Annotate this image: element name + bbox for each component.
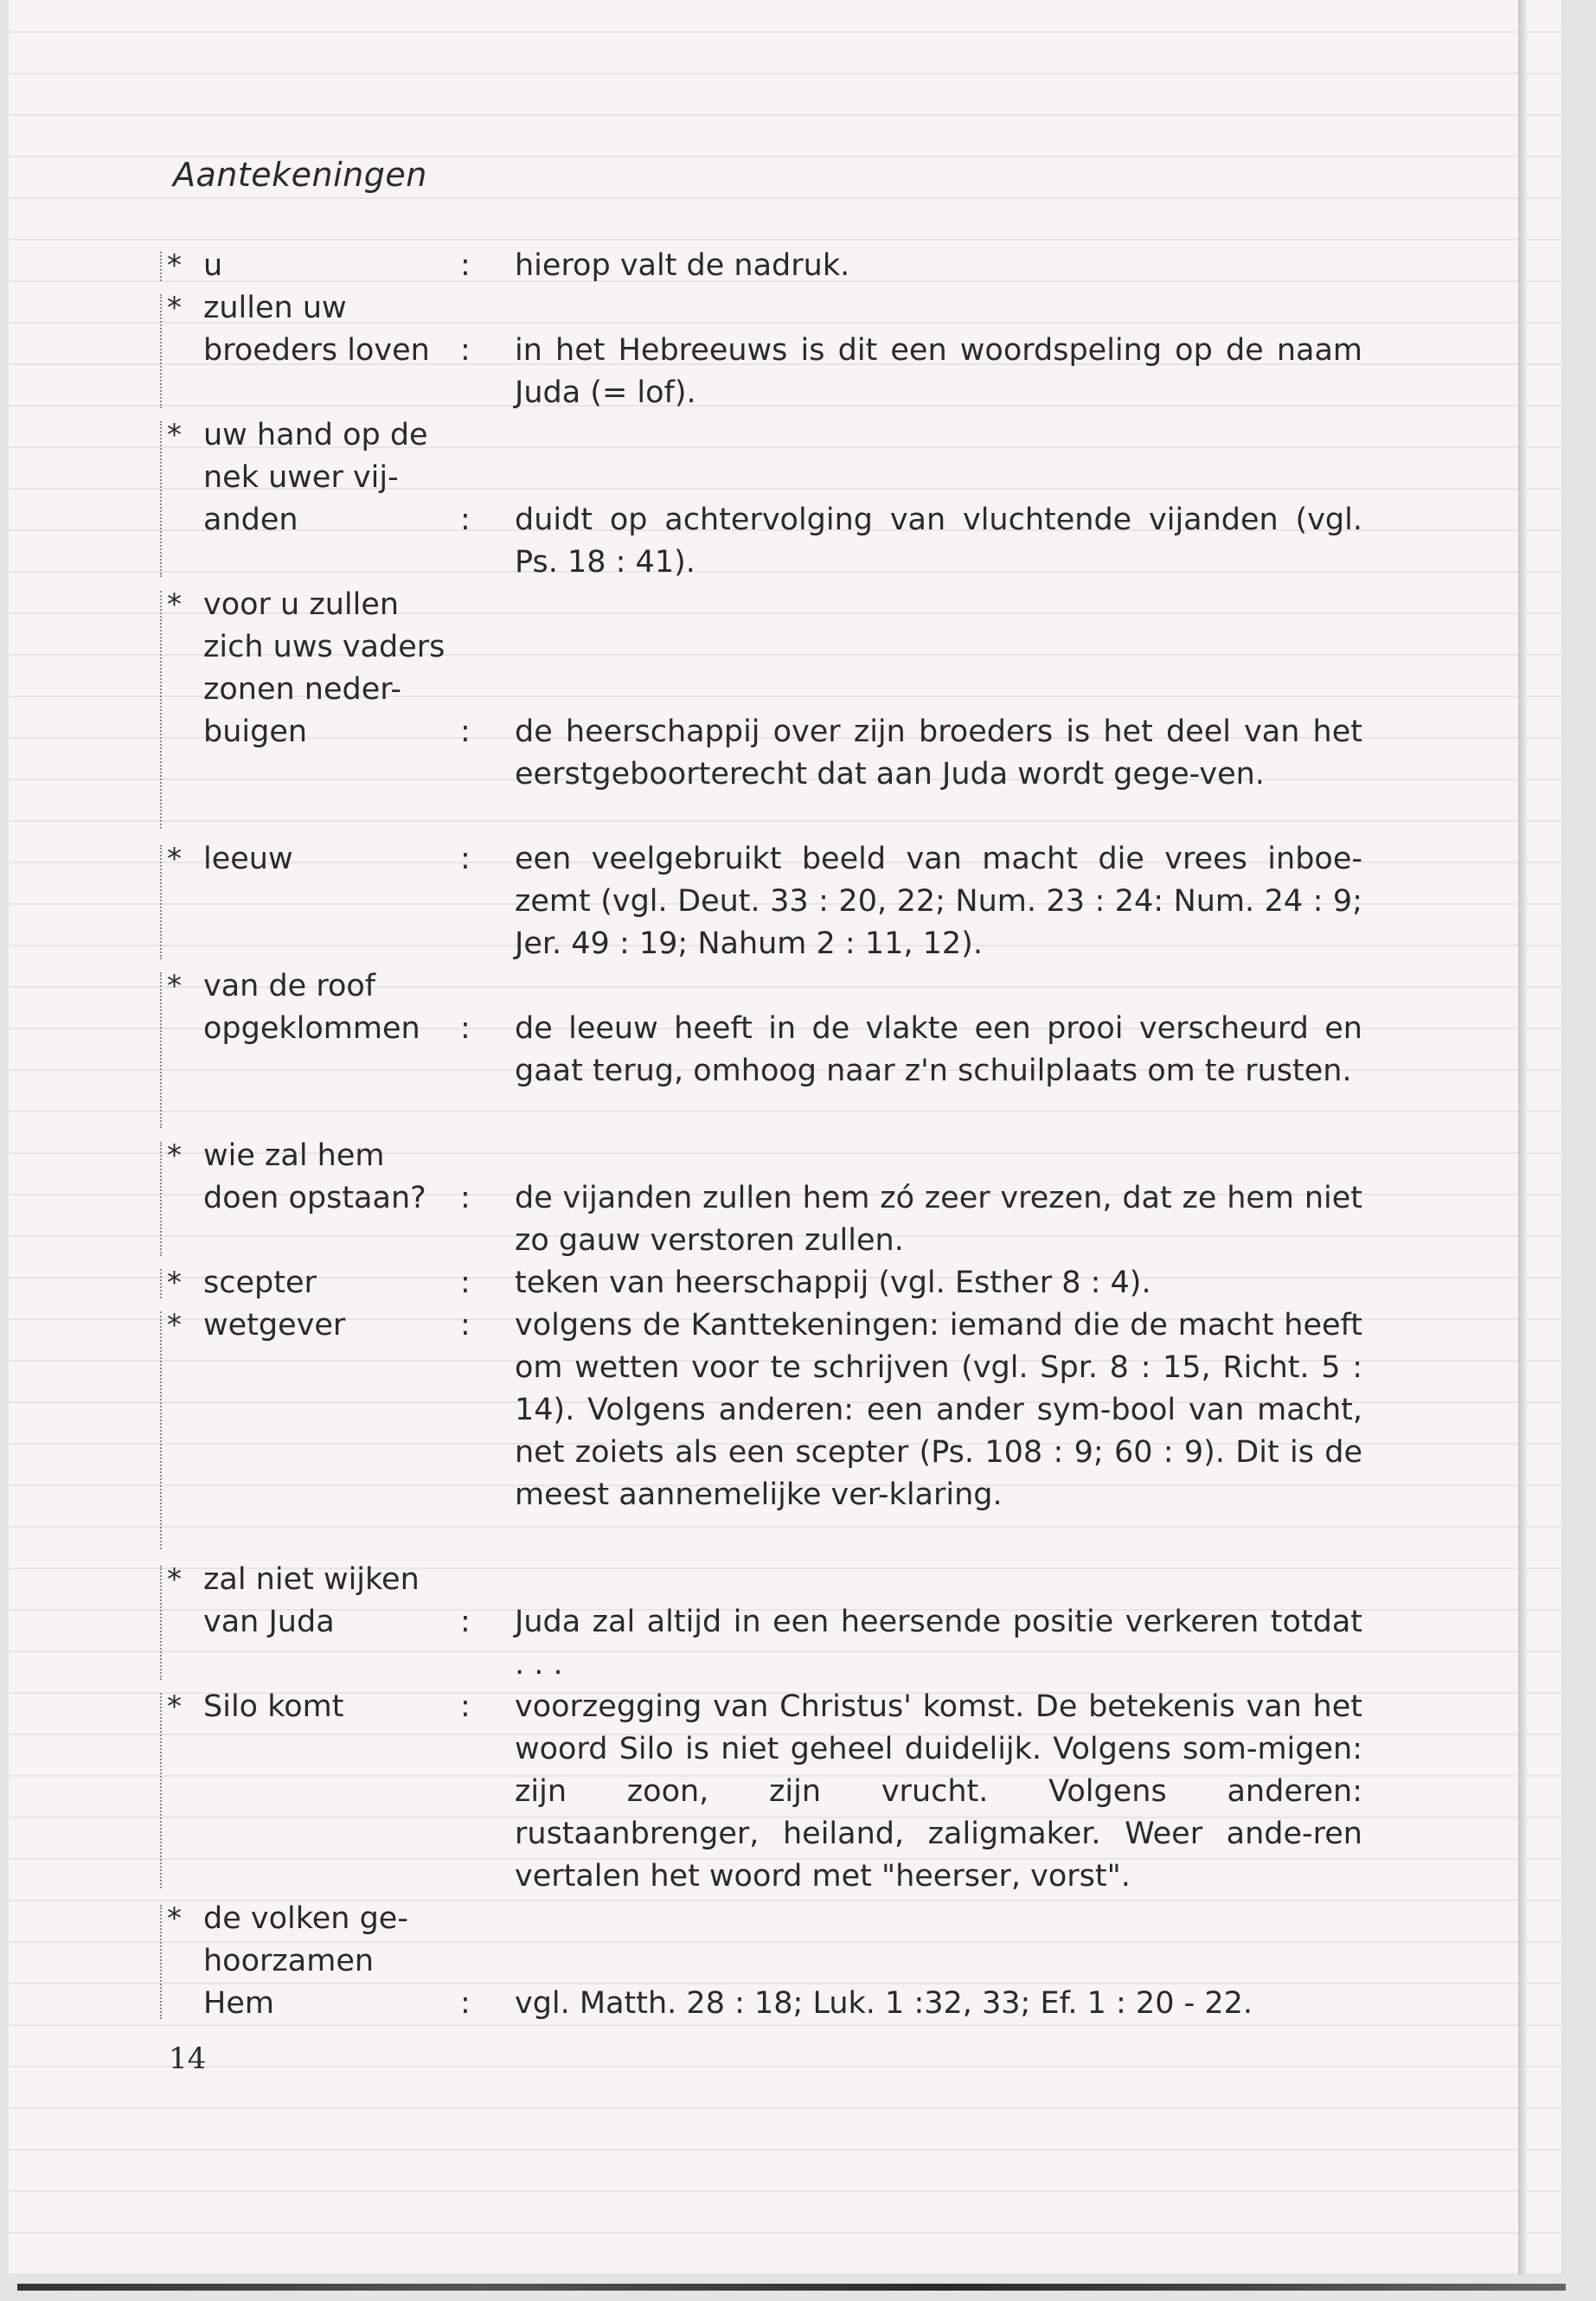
- note-term: wetgever: [203, 1308, 346, 1343]
- brace-mark: [160, 1269, 172, 1298]
- brace-mark: [160, 1142, 172, 1256]
- brace-mark: [160, 845, 172, 959]
- brace-mark: [160, 252, 172, 281]
- asterisk-icon: *: [167, 248, 182, 283]
- separator: :: [460, 1986, 471, 2021]
- separator: :: [460, 1689, 471, 1724]
- separator: :: [460, 1308, 471, 1343]
- separator: :: [460, 503, 471, 537]
- separator: :: [460, 333, 471, 368]
- separator: :: [460, 1266, 471, 1300]
- separator: :: [460, 1011, 471, 1046]
- brace-mark: [160, 1693, 172, 1888]
- note-explanation: de leeuw heeft in de vlakte een prooi verscheurd en gaat terug, omhoog naar z'n schuilplaats om te rusten.: [515, 1011, 1362, 1088]
- page-number: 14: [169, 2041, 207, 2076]
- note-explanation: hierop valt de nadruk.: [515, 248, 850, 283]
- separator: :: [460, 715, 471, 749]
- note-term: wie zal hem doen opstaan?: [203, 1138, 426, 1215]
- asterisk-icon: *: [167, 418, 182, 452]
- note-term: zal niet wijken van Juda: [203, 1562, 420, 1639]
- annotations-list: [9, 0, 1561, 2076]
- separator: :: [460, 248, 471, 283]
- note-explanation: in het Hebreeuws is dit een woordspeling op de naam Juda (= lof).: [515, 333, 1362, 410]
- note-term: van de roof opgeklommen: [203, 969, 420, 1046]
- brace-mark: [160, 294, 172, 408]
- separator: :: [460, 1181, 471, 1215]
- note-explanation: teken van heerschappij (vgl. Esther 8 : 4).: [515, 1266, 1151, 1300]
- note-term: de volken ge- hoorzamen Hem: [203, 1901, 408, 2021]
- note-explanation: vgl. Matth. 28 : 18; Luk. 1 :32, 33; Ef. 1 : 20 - 22.: [515, 1986, 1253, 2021]
- note-term: zullen uw broeders loven: [203, 291, 430, 368]
- note-explanation: voorzegging van Christus' komst. De betekenis van het woord Silo is niet geheel duidelijk. Volgens som-migen: zijn zoon, zijn vrucht. Volgens anderen: rustaanbrenger, heiland, zaligmaker. Weer ande-ren vertalen het woord met "heerser, vorst".: [515, 1689, 1362, 1894]
- asterisk-icon: *: [167, 842, 182, 876]
- asterisk-icon: *: [167, 1138, 182, 1173]
- note-term: scepter: [203, 1266, 317, 1300]
- asterisk-icon: *: [167, 969, 182, 1003]
- brace-mark: [160, 972, 172, 1128]
- asterisk-icon: *: [167, 1689, 182, 1724]
- brace-mark: [160, 421, 172, 577]
- brace-mark: [160, 1311, 172, 1549]
- note-term: voor u zullen zich uws vaders zonen neder- buigen: [203, 587, 445, 749]
- brace-mark: [160, 591, 172, 829]
- asterisk-icon: *: [167, 1266, 182, 1300]
- section-heading: Aantekeningen: [173, 156, 427, 194]
- asterisk-icon: *: [167, 291, 182, 325]
- note-explanation: Juda zal altijd in een heersende positie verkeren totdat . . .: [515, 1605, 1362, 1682]
- note-term: leeuw: [203, 842, 293, 876]
- scan-bottom-edge: [17, 2284, 1566, 2291]
- book-page: [9, 0, 1561, 2275]
- note-term: u: [203, 248, 223, 283]
- separator: :: [460, 842, 471, 876]
- note-term: Silo komt: [203, 1689, 344, 1724]
- note-explanation: de vijanden zullen hem zó zeer vrezen, dat ze hem niet zo gauw verstoren zullen.: [515, 1181, 1362, 1258]
- note-explanation: een veelgebruikt beeld van macht die vrees inboe-zemt (vgl. Deut. 33 : 20, 22; Num. 23 : 24: Num. 24 : 9; Jer. 49 : 19; Nahum 2 : 11, 12).: [515, 842, 1362, 961]
- brace-mark: [160, 1566, 172, 1680]
- asterisk-icon: *: [167, 1901, 182, 1936]
- note-explanation: volgens de Kanttekeningen: iemand die de macht heeft om wetten voor te schrijven (vgl. Spr. 8 : 15, Richt. 5 : 14). Volgens anderen: een ander sym-bool van macht, net zoiets als een scepter (Ps. 108 : 9; 60 : 9). Dit is de meest aannemelijke ver-klaring.: [515, 1308, 1362, 1512]
- note-explanation: de heerschappij over zijn broeders is het deel van het eerstgeboorterecht dat aan Juda wordt gege-ven.: [515, 715, 1362, 792]
- brace-mark: [160, 1905, 172, 2019]
- separator: :: [460, 1605, 471, 1639]
- note-term: uw hand op de nek uwer vij- anden: [203, 418, 428, 537]
- asterisk-icon: *: [167, 1308, 182, 1343]
- asterisk-icon: *: [167, 587, 182, 622]
- asterisk-icon: *: [167, 1562, 182, 1597]
- note-explanation: duidt op achtervolging van vluchtende vijanden (vgl. Ps. 18 : 41).: [515, 503, 1362, 580]
